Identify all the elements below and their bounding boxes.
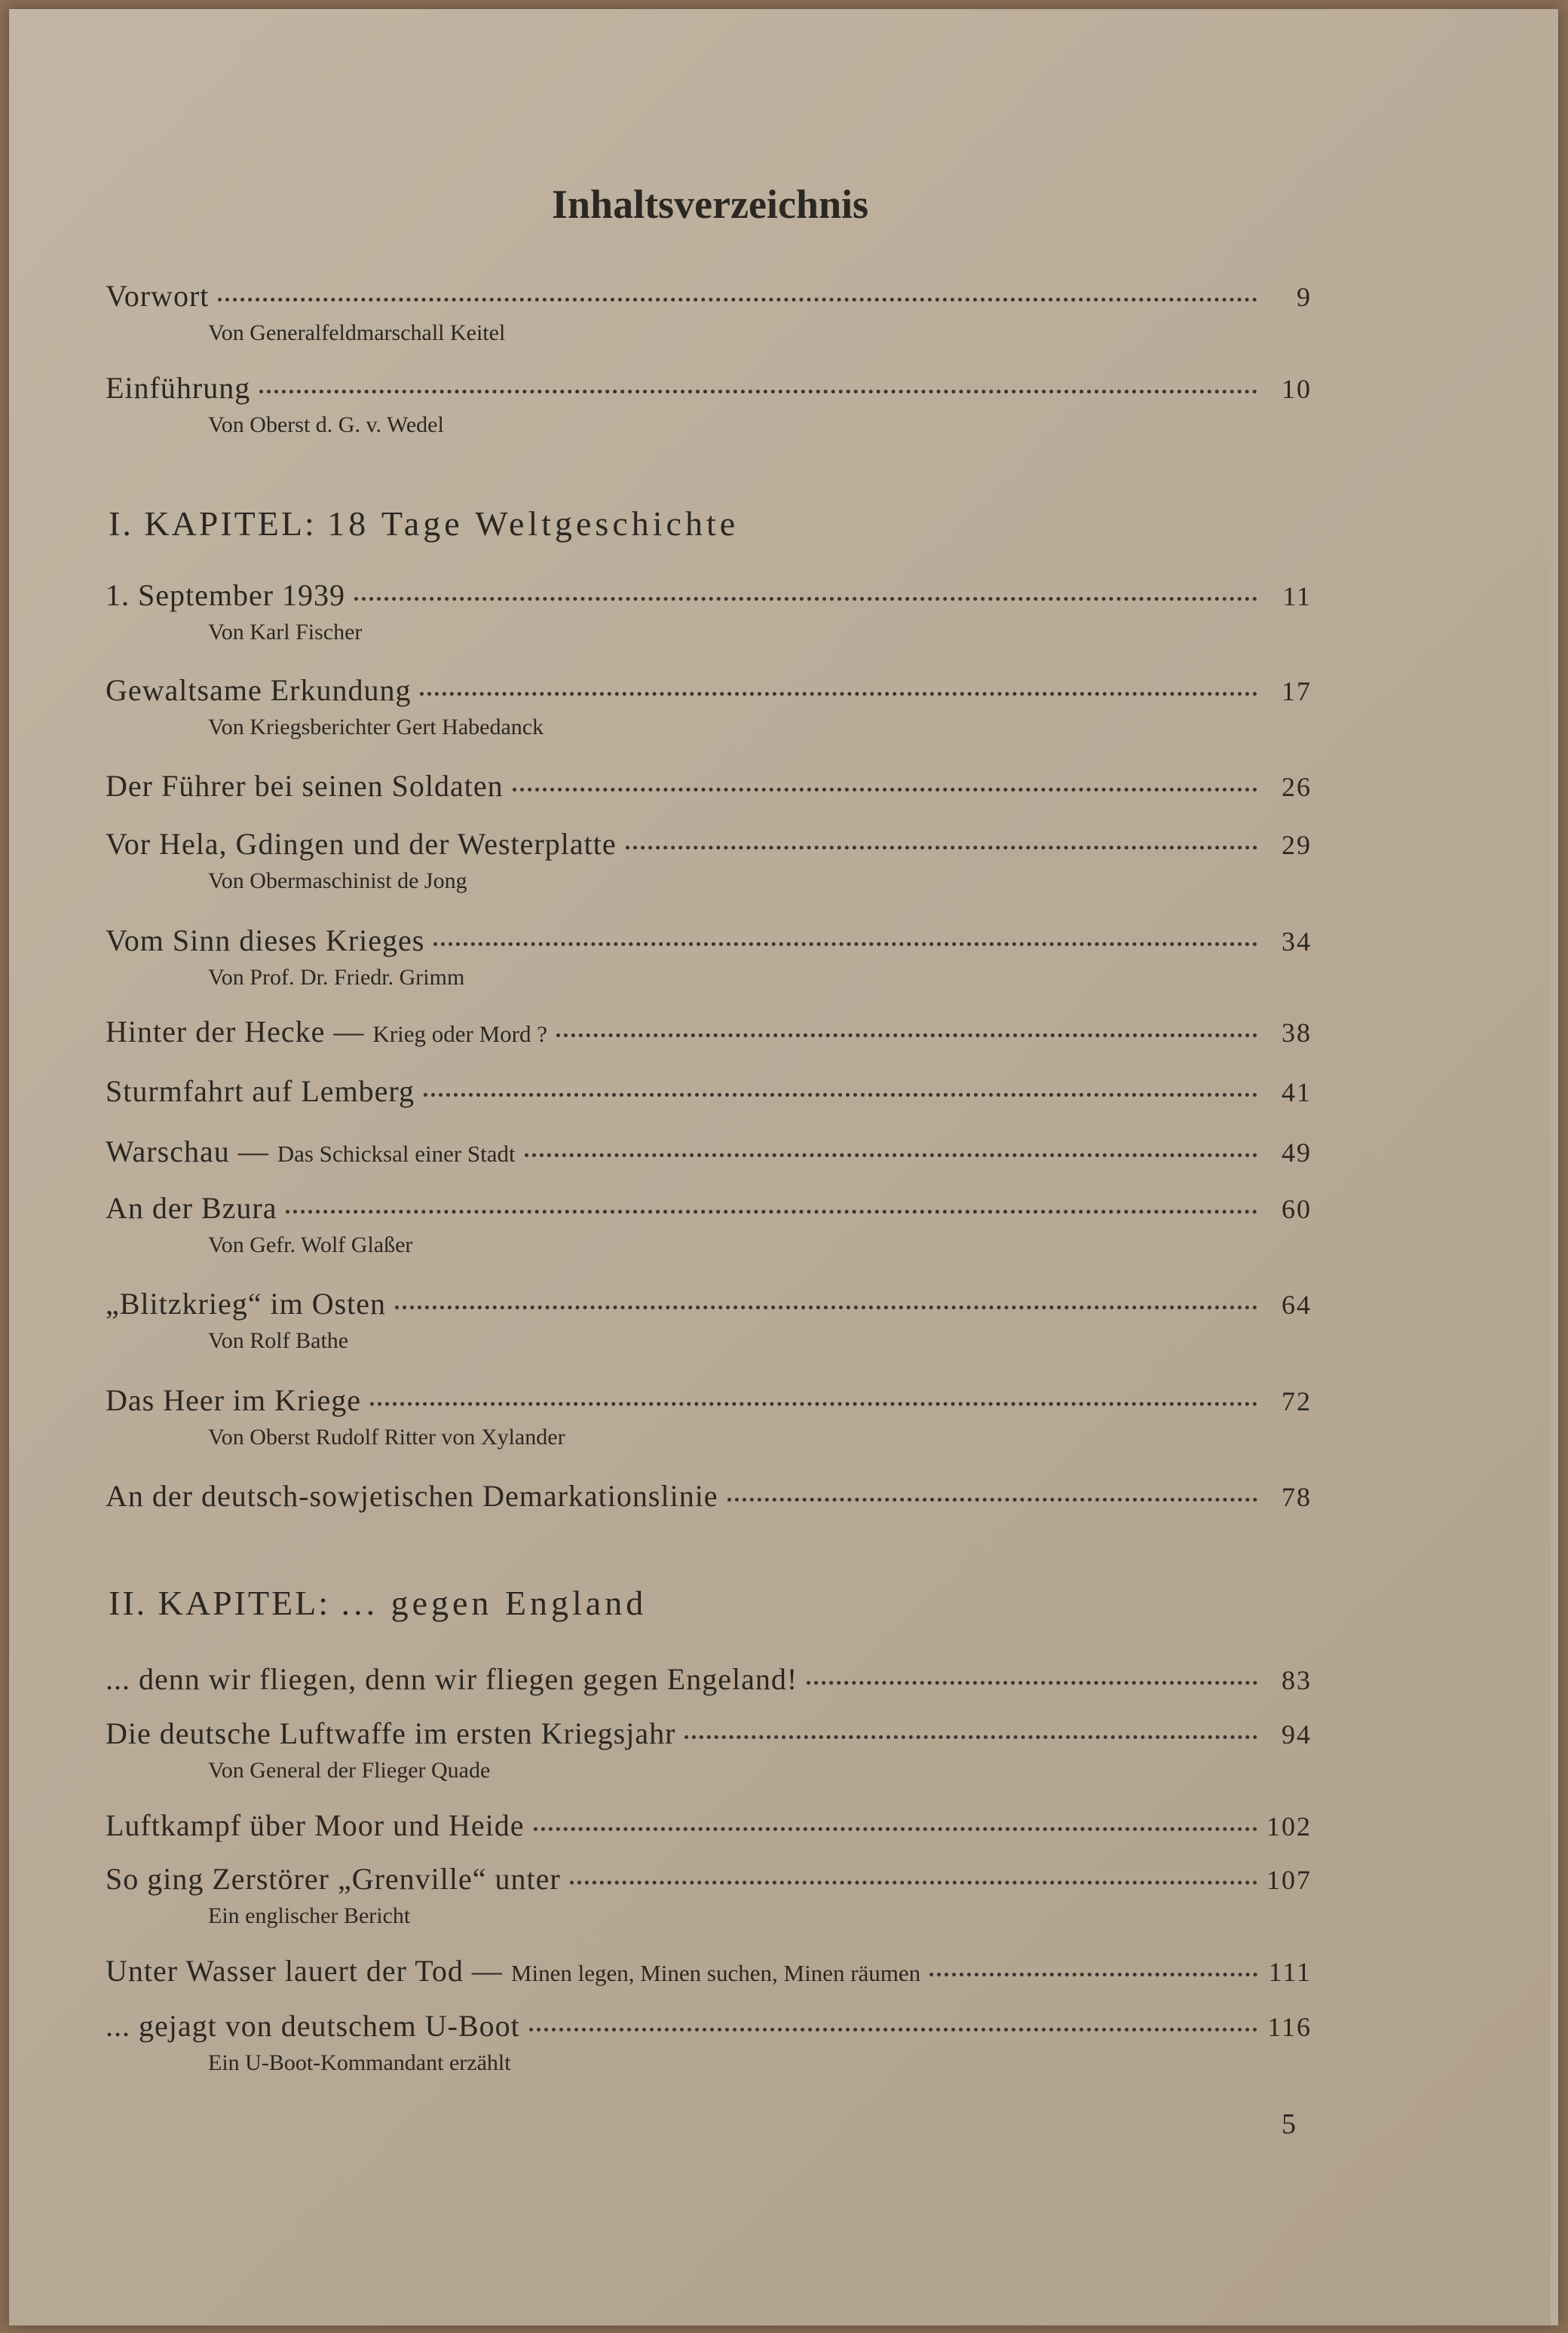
entry-subtitle: Minen legen, Minen suchen, Minen räumen (510, 1960, 921, 1986)
page-folio: 5 (1282, 2108, 1296, 2140)
leader-dots (218, 298, 1257, 302)
entry-title (106, 1012, 547, 1054)
entry-title: Vor Hela, Gdingen und der Westerplatte (106, 827, 617, 861)
entry-title-main: Hinter der Hecke — (106, 1015, 365, 1049)
page-number: 83 (1282, 1665, 1312, 1695)
page-number: 17 (1282, 676, 1312, 706)
chapter-label: I. KAPITEL: (109, 504, 317, 543)
leader-dots (395, 1306, 1257, 1309)
page-number: 11 (1282, 581, 1312, 611)
leader-dots (286, 1210, 1257, 1214)
page-number: 94 (1282, 1719, 1312, 1750)
toc-entry (106, 1952, 1312, 1993)
entry-title: ... gejagt von deutschem U-Boot (106, 2009, 520, 2043)
leader-dots (420, 692, 1257, 696)
chapter-heading (109, 504, 739, 543)
toc-entry (106, 1477, 1312, 1517)
entry-title: „Blitzkrieg“ im Osten (106, 1287, 387, 1321)
chapter-heading (109, 1583, 647, 1623)
page-number: 107 (1266, 1865, 1312, 1895)
entry-title: Luftkampf über Moor und Heide (106, 1808, 525, 1842)
entry-title: Einführung (106, 371, 251, 405)
entry-author: Von Rolf Bathe (208, 1328, 349, 1353)
entry-author: Von Gefr. Wolf Glaßer (208, 1232, 413, 1257)
entry-title: Gewaltsame Erkundung (106, 673, 412, 707)
toc-entry (106, 1072, 1312, 1112)
leader-dots (626, 846, 1257, 850)
entry-title: ... denn wir fliegen, denn wir fliegen gegen Engeland! (106, 1662, 798, 1696)
toc-title: Inhaltsverzeichnis (551, 182, 868, 227)
page-number: 41 (1282, 1077, 1312, 1107)
entry-title: Der Führer bei seinen Soldaten (106, 769, 504, 803)
page-number: 34 (1282, 926, 1312, 957)
leader-dots (534, 1827, 1257, 1831)
entry-title: 1. September 1939 (106, 578, 346, 612)
leader-dots (929, 1973, 1257, 1976)
page-number: 72 (1282, 1386, 1312, 1416)
toc-entry (106, 921, 1312, 993)
page-number: 29 (1282, 830, 1312, 860)
entry-title-main: Warschau — (106, 1134, 269, 1168)
leader-dots (570, 1881, 1257, 1884)
leader-dots (513, 788, 1257, 791)
entry-title: Die deutsche Luftwaffe im ersten Kriegsjahr (106, 1716, 676, 1750)
page-number: 111 (1268, 1957, 1312, 1987)
entry-author: Von General der Flieger Quade (208, 1758, 491, 1783)
entry-title-main: Unter Wasser lauert der Tod — (106, 1954, 503, 1988)
toc-entry-einfuehrung (106, 369, 1312, 440)
page-number: 38 (1282, 1018, 1312, 1048)
chapter-subtitle: ... gegen England (341, 1584, 648, 1622)
page-number: 60 (1282, 1194, 1312, 1224)
leader-dots (424, 1093, 1257, 1097)
entry-author: Von Oberst Rudolf Ritter von Xylander (208, 1425, 565, 1450)
page-number: 78 (1282, 1482, 1312, 1512)
toc-entry (106, 1860, 1312, 1931)
entry-title (106, 1132, 516, 1174)
page-number: 26 (1282, 772, 1312, 802)
entry-title: Sturmfahrt auf Lemberg (106, 1074, 415, 1108)
toc-entry (106, 1132, 1312, 1174)
entry-author: Von Obermaschinist de Jong (208, 868, 467, 893)
toc-entry-vorwort (106, 277, 1312, 348)
entry-title: Vorwort (106, 279, 210, 313)
toc-entry (106, 1660, 1312, 1700)
leader-dots (556, 1033, 1257, 1037)
entry-title: So ging Zerstörer „Grenville“ unter (106, 1862, 561, 1896)
toc-entry (106, 576, 1312, 648)
leader-dots (370, 1402, 1257, 1406)
leader-dots (529, 2028, 1257, 2031)
chapter-subtitle: 18 Tage Weltgeschichte (327, 504, 740, 543)
page-number: 102 (1266, 1811, 1312, 1842)
toc-entry (106, 1714, 1312, 1786)
page-number: 49 (1282, 1137, 1312, 1168)
entry-title: Vom Sinn dieses Krieges (106, 923, 425, 957)
entry-title: Das Heer im Kriege (106, 1383, 361, 1417)
leader-dots (684, 1735, 1257, 1739)
entry-subtitle: Das Schicksal einer Stadt (277, 1140, 516, 1167)
entry-author: Von Prof. Dr. Friedr. Grimm (208, 965, 465, 990)
leader-dots (727, 1498, 1257, 1502)
entry-author: Von Generalfeldmarschall Keitel (208, 320, 506, 345)
toc-entry (106, 2007, 1312, 2078)
entry-author: Von Kriegsberichter Gert Habedanck (208, 715, 544, 739)
entry-title: An der deutsch-sowjetischen Demarkationslinie (106, 1479, 718, 1513)
toc-entry (106, 1381, 1312, 1453)
entry-title: An der Bzura (106, 1191, 277, 1225)
entry-author: Von Oberst d. G. v. Wedel (208, 412, 444, 437)
page-number: 9 (1297, 282, 1312, 312)
page-number: 64 (1282, 1290, 1312, 1320)
toc-entry (106, 1806, 1312, 1846)
toc-entry (106, 767, 1312, 807)
entry-title (106, 1952, 920, 1993)
toc-entry (106, 1284, 1312, 1356)
entry-author: Ein U-Boot-Kommandant erzählt (208, 2050, 511, 2075)
leader-dots (354, 597, 1257, 601)
leader-dots (807, 1681, 1257, 1685)
toc-entry (106, 1189, 1312, 1260)
toc-entry (106, 1012, 1312, 1054)
entry-author: Von Karl Fischer (208, 620, 363, 644)
toc-entry (106, 825, 1312, 896)
toc-entry (106, 671, 1312, 742)
entry-subtitle: Krieg oder Mord ? (372, 1021, 547, 1047)
page-number: 116 (1267, 2012, 1312, 2042)
entry-author: Ein englischer Bericht (208, 1903, 411, 1928)
leader-dots (433, 942, 1257, 946)
chapter-label: II. KAPITEL: (109, 1584, 331, 1622)
leader-dots (525, 1153, 1257, 1157)
leader-dots (259, 390, 1257, 393)
book-page (9, 9, 1558, 2325)
page-number: 10 (1282, 374, 1312, 404)
